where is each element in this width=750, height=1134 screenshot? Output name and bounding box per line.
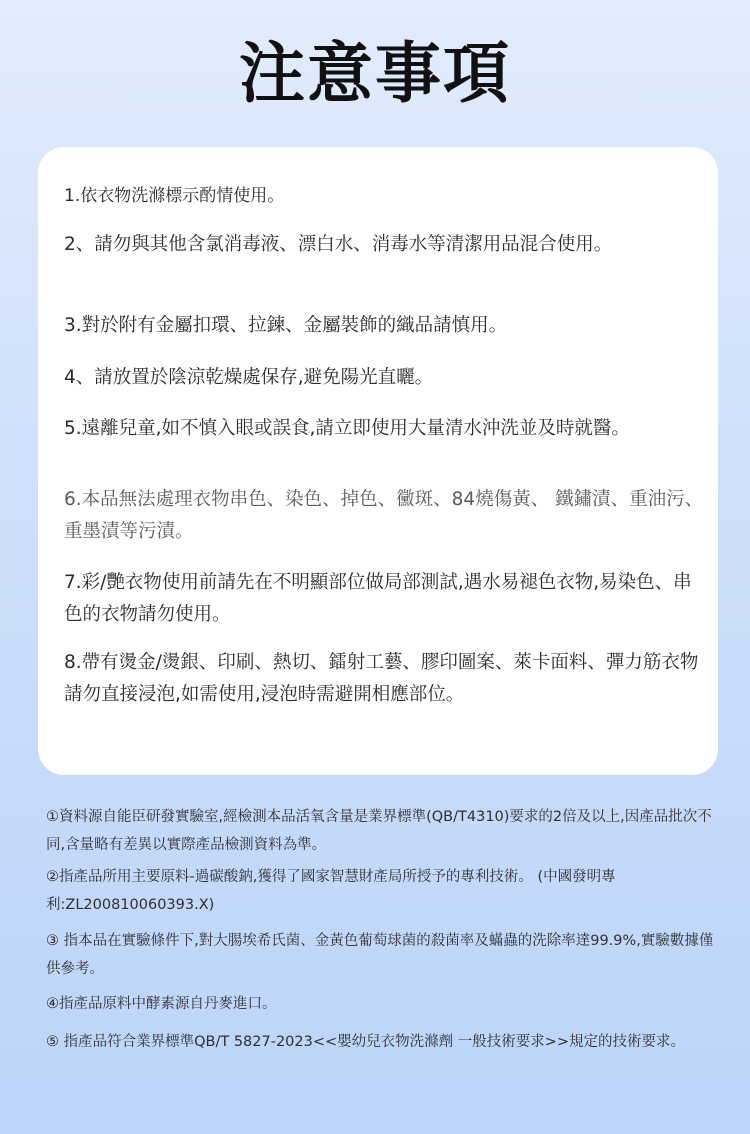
precaution-item-5: 5.遠離兒童,如不慎入眼或誤食,請立即使用大量清水沖洗並及時就醫。 <box>64 418 630 439</box>
footnote-1: ①資料源自能臣研發實驗室,經檢測本品活氧含量是業界標準(QB/T4310)要求的2倍及以上,因產品批次不同,含量略有差異以實際產品檢測資料為準。 <box>46 809 712 853</box>
precaution-item-7: 7.彩/艷衣物使用前請先在不明顯部位做局部測試,遇水易褪色衣物,易染色、串色的衣物請勿使用。 <box>64 572 692 625</box>
footnote-3: ③ 指本品在實驗條件下,對大腸埃希氏菌、金黃色葡萄球菌的殺菌率及蟎蟲的洗除率達99.9%,實驗數據僅供參考。 <box>46 933 714 977</box>
precaution-item-8: 8.帶有燙金/燙銀、印刷、熱切、鐳射工藝、膠印圖案、萊卡面料、彈力筋衣物請勿直接浸泡,如需使用,浸泡時需避開相應部位。 <box>64 652 699 705</box>
footnote-2: ②指產品所用主要原料-過碳酸鈉,獲得了國家智慧財產局所授予的專利技術。 (中國發明專利:ZL200810060393.X) <box>46 869 616 913</box>
precaution-item-1: 1.依衣物洗滌標示酌情使用。 <box>64 186 285 206</box>
footnote-4: ④指產品原料中酵素源自丹麥進口。 <box>46 996 277 1012</box>
footnote-5: ⑤ 指產品符合業界標準QB/T 5827-2023<<嬰幼兒衣物洗滌劑 一般技術要求>>規定的技術要求。 <box>46 1034 686 1050</box>
page-title: 注意事項 <box>239 35 511 112</box>
precaution-item-3: 3.對於附有金屬扣環、拉鍊、金屬裝飾的織品請慎用。 <box>64 315 508 336</box>
precaution-item-4: 4、請放置於陰涼乾燥處保存,避免陽光直曬。 <box>64 367 434 388</box>
precautions-card <box>38 147 718 775</box>
precaution-item-2: 2、請勿與其他含氯消毒液、漂白水、消毒水等清潔用品混合使用。 <box>64 234 613 255</box>
precaution-item-6: 6.本品無法處理衣物串色、染色、掉色、黴斑、84燒傷黃、 鐵鏽漬、重油污、重墨漬等污漬。 <box>64 489 704 542</box>
